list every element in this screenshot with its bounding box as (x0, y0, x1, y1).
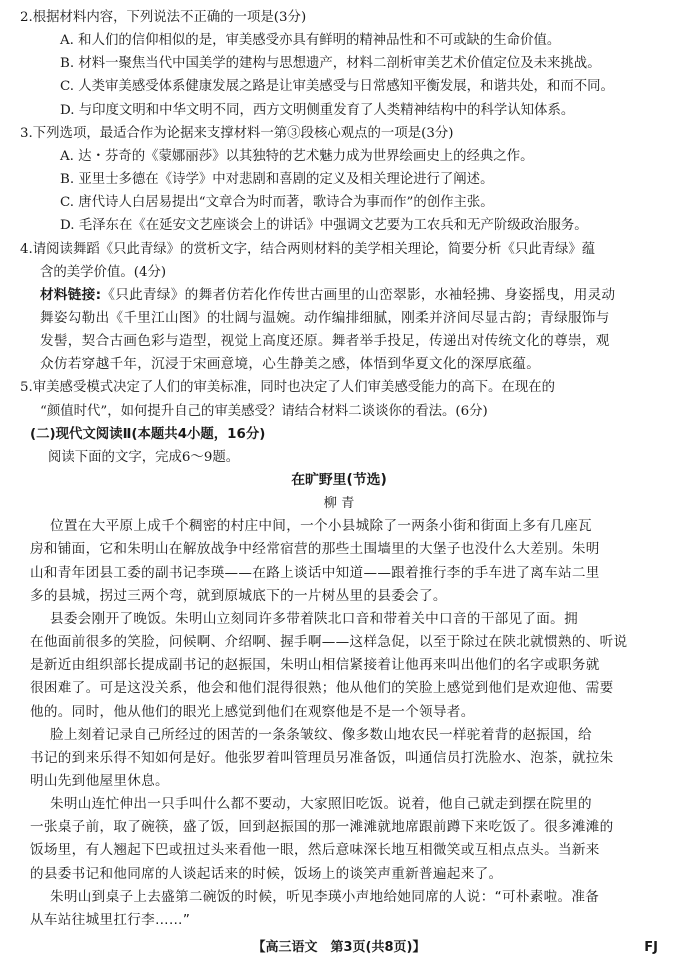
paragraph-3-line-1: 脸上刻着记录自己所经过的困苦的一条条皱纹、像多数山地农民一样驼着背的赵振国，给 (50, 726, 592, 743)
article-title: 在旷野里(节选) (291, 472, 387, 488)
paragraph-4-line-1: 朱明山连忙伸出一只手叫什么都不要动，大家照旧吃饭。说着，他自己就走到摆在院里的 (50, 796, 592, 813)
section-instruction: 阅读下面的文字，完成6～9题。 (48, 449, 240, 465)
paragraph-2-line-1: 县委会刚开了晚饭。朱明山立刻同许多带着陕北口音和带着关中口音的干部见了面。拥 (50, 610, 578, 627)
question-4-stem: 4.请阅读舞蹈《只此青绿》的赏析文字，结合两则材料的美学相关理论，简要分析《只此青绿》蕴 (20, 241, 596, 257)
paragraph-1-line-2: 房和铺面，它和朱明山在解放战争中经常宿营的那些土围墙里的大堡子也没什么大差别。朱明 (30, 541, 600, 558)
paragraph-3-line-3: 明山先到他屋里休息。 (30, 772, 169, 789)
question-2-stem: 2.根据材料内容，下列说法不正确的一项是(3分) (20, 10, 307, 25)
question-5-stem-cont: “颜值时代”，如何提升自己的审美感受？请结合材料二谈谈你的看法。(6分) (40, 403, 488, 419)
paragraph-2-line-3: 是新近由组织部长提成副书记的赵振国，朱明山相信紧接着让他再来叫出他们的名字或职务就 (30, 657, 600, 674)
paragraph-4-line-3: 饭场里，有人翘起下巴或扭过头来看他一眼，然后意味深长地互相微笑或互相点点头。当新来 (30, 842, 600, 859)
paragraph-1-line-3: 山和青年团县工委的副书记李瑛——在路上谈话中知道——跟着推行李的手车进了离车站二里 (30, 564, 600, 581)
paragraph-4-line-4: 的县委书记和他同席的人谈起话来的时候，饭场上的谈笑声重新普遍起来了。 (30, 865, 503, 882)
material-link-line-3: 发髻，契合古画色彩与造型，视觉上高度还原。舞者举手投足，传递出对传统文化的尊崇，观 (40, 333, 610, 350)
section-header: (二)现代文阅读Ⅱ(本题共4小题，16分) (30, 426, 266, 442)
paragraph-5-line-1: 朱明山到桌子上去盛第二碗饭的时候，听见李瑛小声地给她同席的人说：“可朴素啦。准备 (50, 888, 600, 905)
article-author: 柳 青 (323, 496, 355, 512)
page-footer: 【高三语文 第3页(共8页)】 (252, 940, 426, 955)
question-2-option-b: B. 材料一聚焦当代中国美学的建构与思想遗产，材料二剖析审美艺术价值定位及未来挑战。 (60, 56, 601, 72)
paragraph-1-line-1: 位置在大平原上成千个稠密的村庄中间，一个小县城除了一两条小街和街面上多有几座瓦 (50, 518, 592, 535)
question-3-option-c: C. 唐代诗人白居易提出“文章合为时而著，歌诗合为事而作”的创作主张。 (60, 195, 494, 211)
question-2-option-d: D. 与印度文明和中华文明不同，西方文明侧重发育了人类精神结构中的科学认知体系。 (60, 102, 575, 118)
question-5-stem: 5.审美感受模式决定了人们的审美标准，同时也决定了人们审美感受能力的高下。在现在的 (20, 380, 556, 396)
question-3-option-a: A. 达・芬奇的《蒙娜丽莎》以其独特的艺术魅力成为世界绘画史上的经典之作。 (60, 148, 534, 164)
question-3-stem: 3.下列选项，最适合作为论据来支撑材料一第③段核心观点的一项是(3分) (20, 125, 454, 141)
paragraph-4-line-2: 一张桌子前，取了碗筷，盛了饭，回到赵振国的那一滩滩就地席跟前蹲下来吃饭了。很多滩滩的 (30, 819, 614, 836)
footer-code: FJ (644, 940, 658, 955)
material-link-label: 材料链接: (40, 286, 102, 303)
question-2-option-a: A. 和人们的信仰相似的是，审美感受亦具有鲜明的精神品性和不可或缺的生命价值。 (60, 33, 561, 49)
question-3-option-b: B. 亚里士多德在《诗学》中对悲剧和喜剧的定义及相关理论进行了阐述。 (60, 172, 494, 188)
paragraph-2-line-2: 在他面前很多的笑脸，问候啊、介绍啊、握手啊——这样急促，以至于除过在陕北就惯熟的、听说 (30, 634, 628, 651)
question-3-option-d: D. 毛泽东在《在延安文艺座谈会上的讲话》中强调文艺要为工农兵和无产阶级政治服务。 (60, 218, 588, 234)
material-link-line-2: 舞姿勾勒出《千里江山图》的壮阔与温婉。动作编排细腻，刚柔并济间尽显古韵；青绿服饰与 (40, 309, 610, 326)
question-2-option-c: C. 人类审美感受体系健康发展之路是让审美感受与日常感知平衡发展，和谐共处，和而不同。 (60, 79, 614, 95)
paragraph-2-line-5: 他的。同时，他从他们的眼光上感觉到他们在观察他是不是一个领导者。 (30, 703, 475, 720)
material-link-line-4: 众仿若穿越千年，沉浸于宋画意境，心生静美之感，体悟到华夏文化的深厚底蕴。 (40, 356, 541, 373)
question-4-stem-cont: 含的美学价值。(4分) (40, 264, 167, 280)
paragraph-3-line-2: 书记的到来乐得不知如何是好。他张罗着叫管理员另准备饭，叫通信员打洗脸水、泡茶，就拉朱 (30, 749, 614, 766)
paragraph-2-line-4: 很困难了。可是这没关系，他会和他们混得很熟；他从他们的笑脸上感觉到他们是欢迎他、需要 (30, 680, 614, 697)
paragraph-1-line-4: 多的县城，拐过三两个弯，就到原城底下的一片树丛里的县委会了。 (30, 587, 447, 604)
material-link-line-1: 材料链接:《只此青绿》的舞者仿若化作传世古画里的山峦翠影，水袖轻拂、身姿摇曳，用灵动 (40, 286, 616, 303)
paragraph-5-line-2: 从车站往城里扛行李……” (30, 911, 191, 928)
